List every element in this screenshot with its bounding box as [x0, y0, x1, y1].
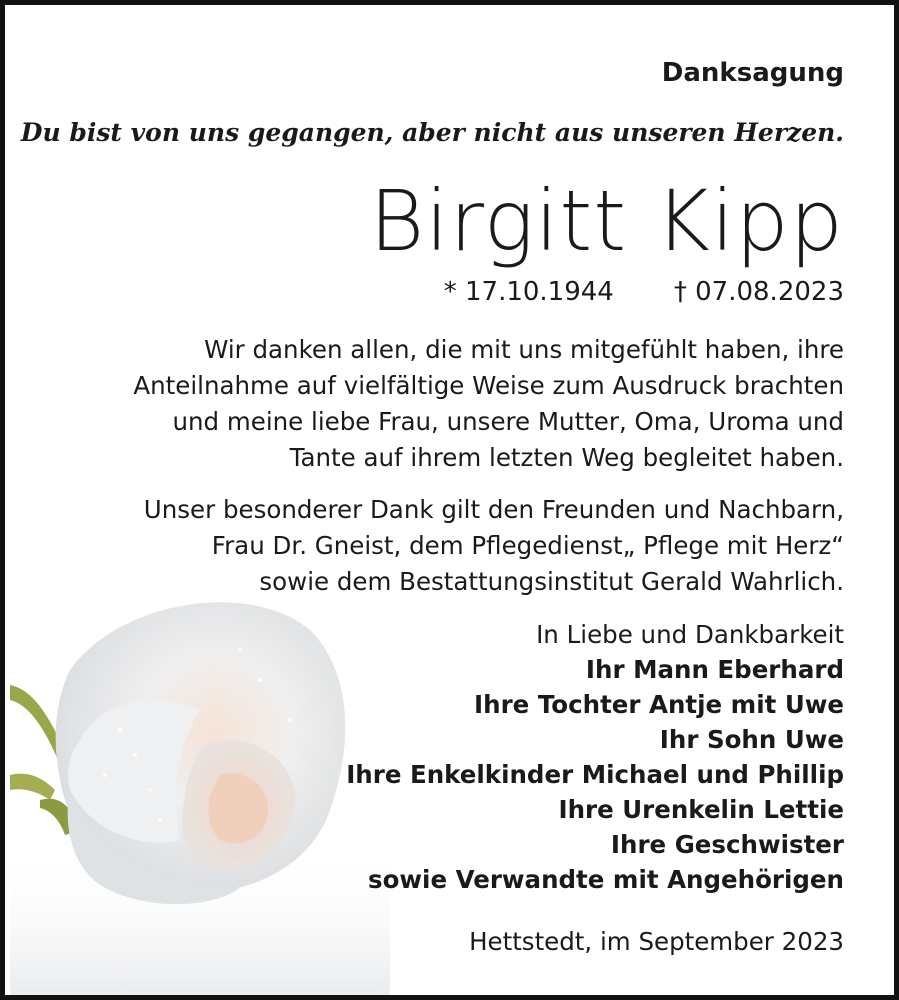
mourner: Ihre Tochter Antje mit Uwe: [474, 690, 844, 719]
place-date: Hettstedt, im September 2023: [469, 927, 844, 956]
mourner: Ihre Urenkelin Lettie: [558, 795, 844, 824]
paragraph-line: und meine liebe Frau, unsere Mutter, Oma, Uroma und: [172, 407, 844, 436]
signoff: [346, 617, 844, 897]
thanks-paragraph: [133, 332, 844, 476]
paragraph-line: Unser besonderer Dank gilt den Freunden und Nachbarn,: [143, 495, 844, 524]
paragraph-line: sowie dem Bestattungsinstitut Gerald Wahrlich.: [259, 567, 844, 596]
signoff-intro: In Liebe und Dankbarkeit: [536, 620, 844, 649]
special-thanks-paragraph: [144, 492, 844, 600]
mourner: sowie Verwandte mit Angehörigen: [368, 865, 844, 894]
mourner: Ihr Mann Eberhard: [585, 655, 844, 684]
mourner: Ihre Geschwister: [610, 830, 844, 859]
birth-date: * 17.10.1944: [443, 277, 614, 307]
white-rose-image: [10, 590, 390, 1000]
mourner: Ihre Enkelkinder Michael und Phillip: [346, 760, 844, 789]
paragraph-line: Frau Dr. Gneist, dem Pflegedienst„ Pflege mit Herz“: [211, 531, 844, 560]
death-date: † 07.08.2023: [673, 277, 844, 307]
life-dates: [444, 277, 844, 307]
paragraph-line: Wir danken allen, die mit uns mitgefühlt haben, ihre: [204, 335, 844, 364]
paragraph-line: Anteilnahme auf vielfältige Weise zum Ausdruck brachten: [133, 371, 844, 400]
heading: Danksagung: [661, 58, 844, 88]
mourner: Ihr Sohn Uwe: [659, 725, 844, 754]
motto: Du bist von uns gegangen, aber nicht aus unseren Herzen.: [20, 118, 844, 147]
deceased-name: Birgitt Kipp: [369, 172, 844, 270]
paragraph-line: Tante auf ihrem letzten Weg begleitet haben.: [289, 443, 844, 472]
